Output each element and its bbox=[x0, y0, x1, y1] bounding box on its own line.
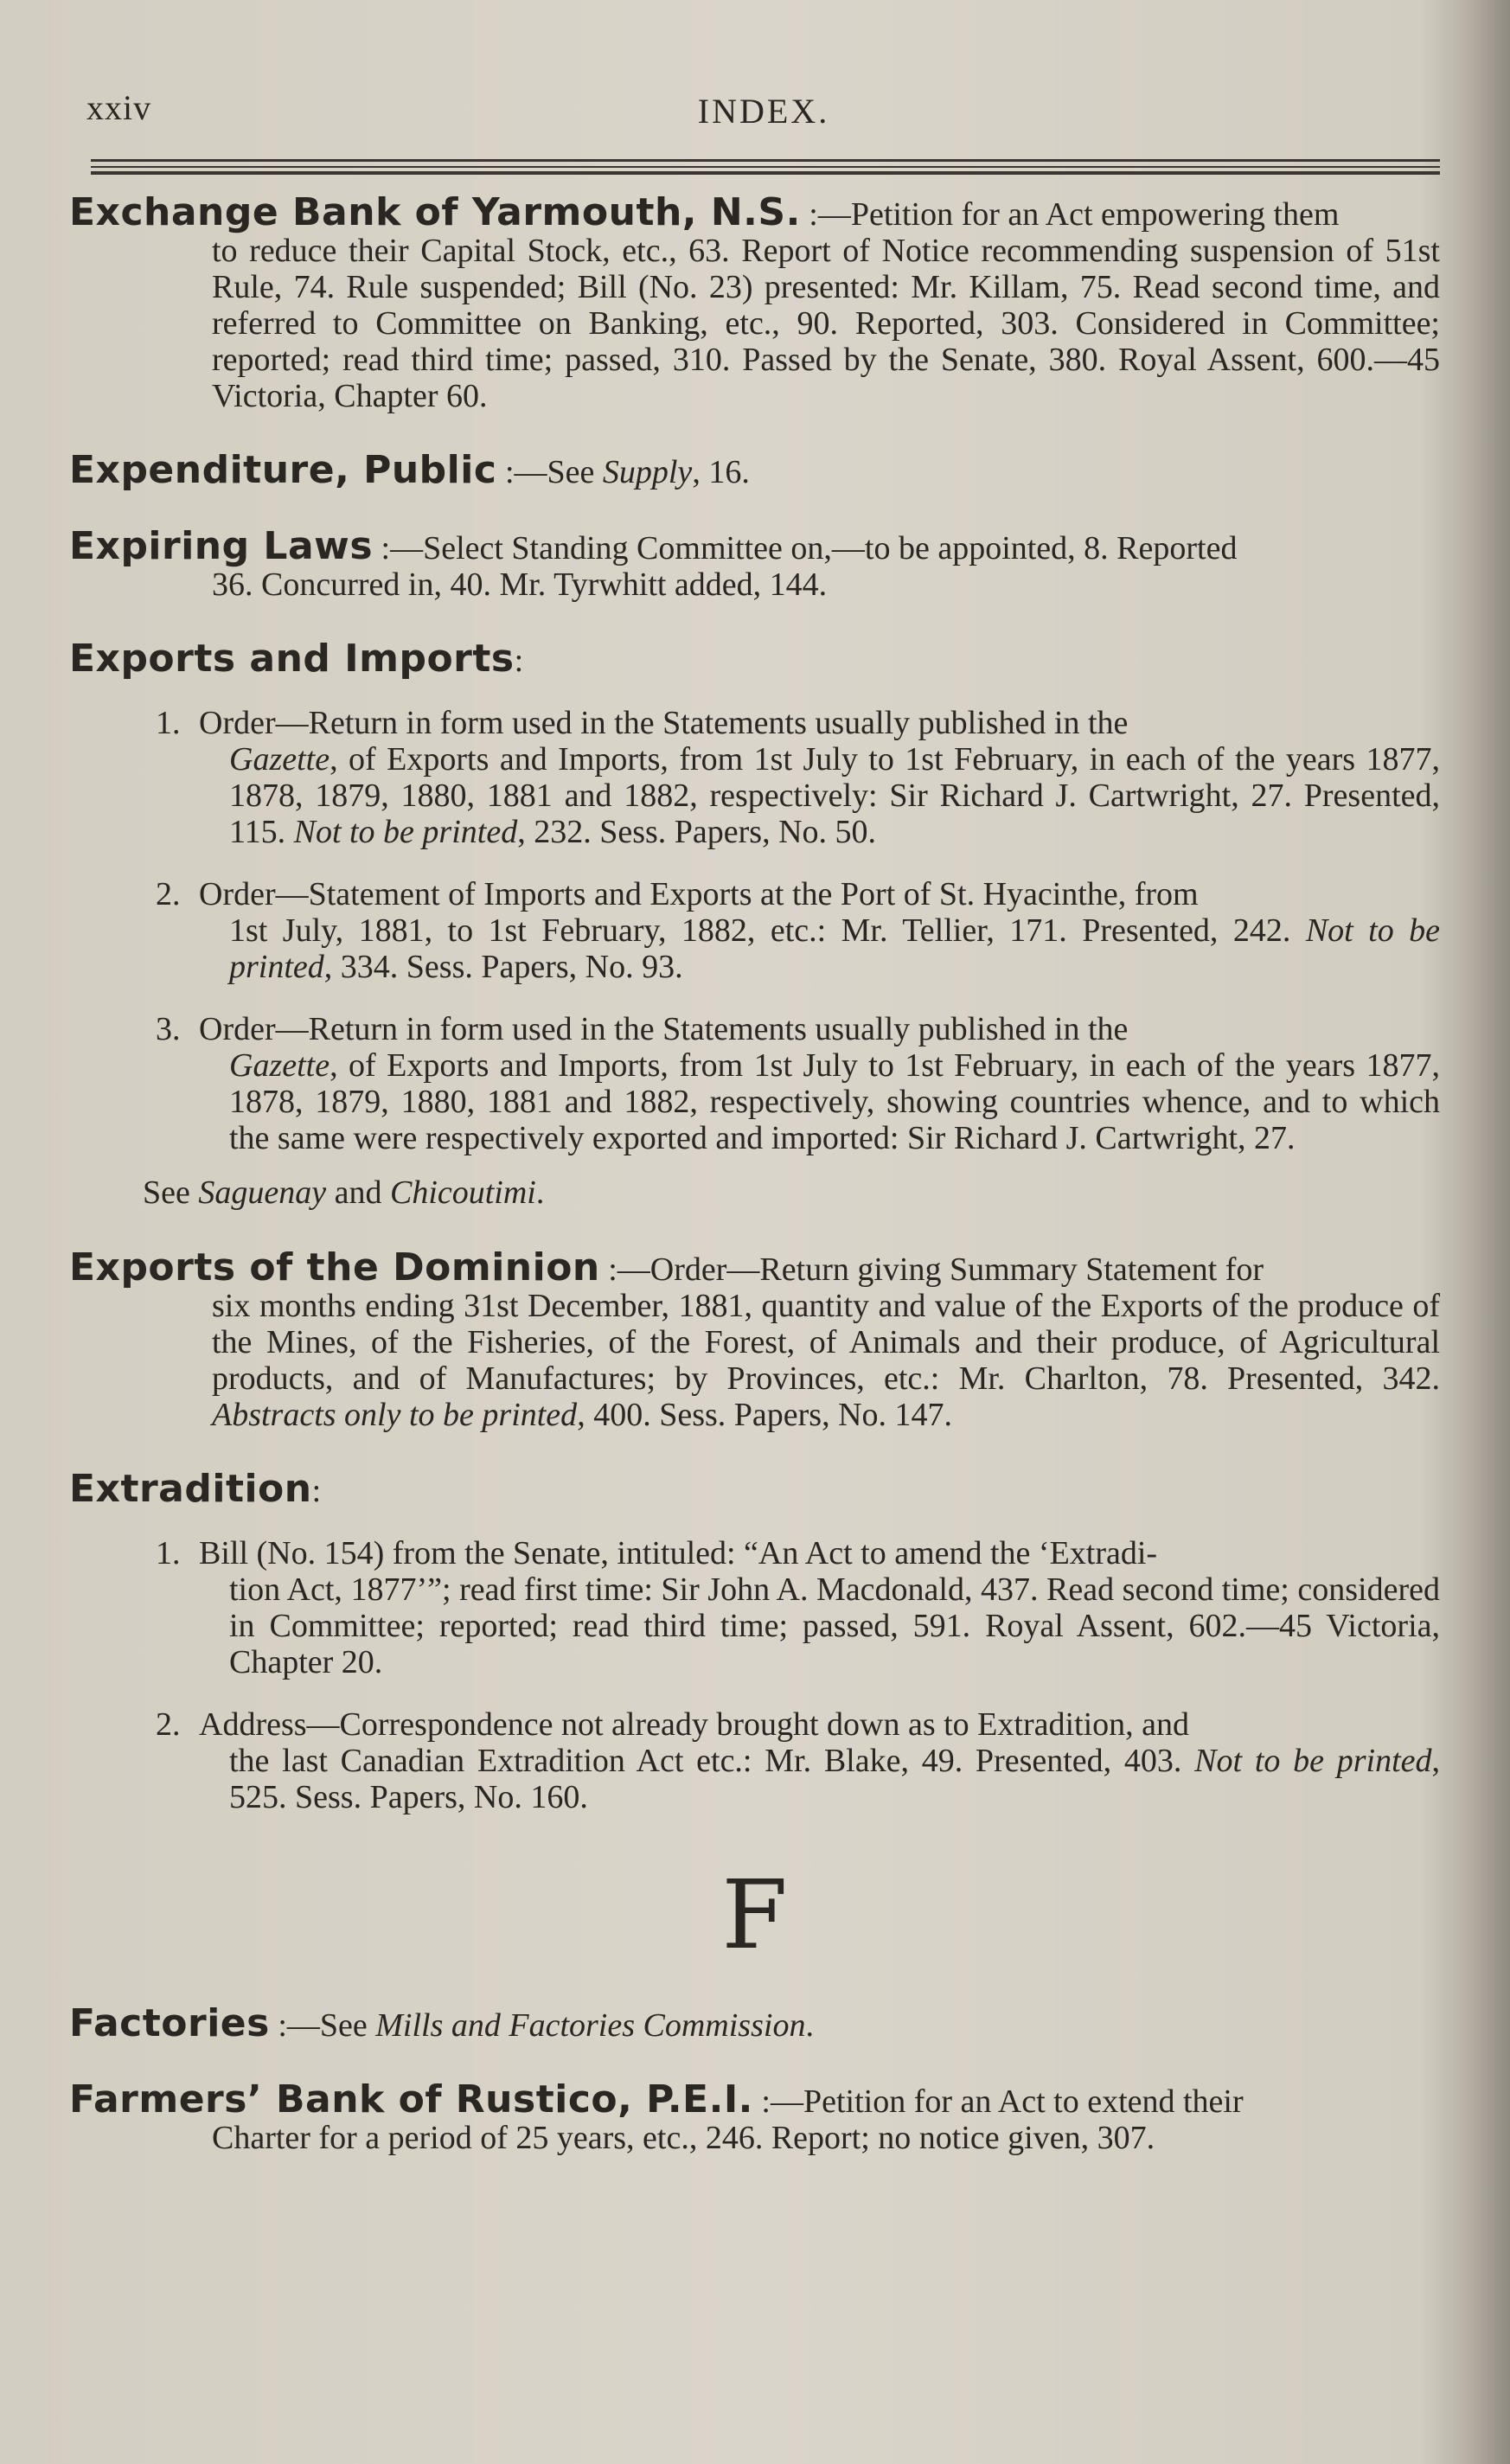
item-number: 2. bbox=[156, 1706, 181, 1743]
running-title: INDEX. bbox=[697, 92, 830, 131]
entry-heading: Factories bbox=[69, 2001, 270, 2045]
list-item bbox=[69, 1706, 1440, 1815]
entry-italic: Abstracts only to be printed bbox=[212, 1397, 578, 1433]
cross-reference: Mills and Factories Commission bbox=[375, 2007, 806, 2044]
entry-body: to reduce their Capital Stock, etc., 63. Report of Notice recommending suspension of 51st Rule, 74. Rule suspended; Bill (No. 23) presented: Mr. Killam, 75. Read second time, and referred to Committee on Banking, etc., 90. Reported, 303. Considered in Committee; reported; read third time; passed, 310. Passed by the Senate, 380. Royal Assent, 600.—45 Victoria, Chapter 60. bbox=[212, 233, 1440, 414]
section-letter: F bbox=[721, 1859, 788, 1970]
item-italic: Gazette bbox=[229, 741, 330, 778]
item-number: 2. bbox=[156, 876, 181, 912]
see-end: . bbox=[535, 1174, 545, 1211]
heading-suffix: : bbox=[311, 1473, 322, 1509]
entry-lead-text: :—Order—Return giving Summary Statement for bbox=[608, 1251, 1264, 1288]
cross-reference-page: , 16. bbox=[692, 454, 750, 490]
item-text: , of Exports and Imports, from 1st July to 1st February, in each of the years 1877, 1878, 1879, 1880, 1881 and 1882, respectively, showing countries whence, and to which the same were respectively exported and imported: Sir Richard J. Cartwright, 27. bbox=[229, 1047, 1440, 1156]
item-text: , of Exports and Imports, from 1st July to 1st February, in each of the years 1877, 1878, 1879, 1880, 1881 and 1882, respectively: Sir Richard J. Cartwright, 27. Presented, 115. bbox=[229, 741, 1440, 850]
entry-heading: Exports and Imports bbox=[69, 637, 515, 681]
entry-heading: Farmers’ Bank of Rustico, P.E.I. bbox=[69, 2077, 753, 2122]
entry-lead-text: :—See bbox=[504, 454, 595, 490]
item-first-line: Bill (No. 154) from the Senate, intituled: “An Act to amend the ‘Extradi- bbox=[199, 1535, 1158, 1571]
page-number: xxiv bbox=[86, 88, 152, 127]
index-entry-factories bbox=[69, 2001, 1440, 2045]
entry-heading: Exchange Bank of Yarmouth, N.S. bbox=[69, 190, 801, 234]
entry-heading: Expiring Laws bbox=[69, 524, 374, 568]
entry-lead-text: :—Petition for an Act to extend their bbox=[761, 2083, 1244, 2120]
header-rule bbox=[91, 166, 1440, 168]
list-item bbox=[69, 1535, 1440, 1680]
cross-reference: Chicoutimi bbox=[389, 1174, 536, 1211]
item-text-end: , 334. Sess. Papers, No. 93. bbox=[323, 949, 683, 985]
item-text: the last Canadian Extradition Act etc.: Mr. Blake, 49. Presented, 403. bbox=[229, 1743, 1182, 1779]
entry-lead-text: :—Select Standing Committee on,—to be appointed, 8. Reported bbox=[381, 530, 1238, 566]
index-entry-expiring-laws bbox=[69, 524, 1440, 603]
index-entry-exports-imports bbox=[69, 637, 1440, 681]
cross-reference: Saguenay bbox=[198, 1174, 327, 1211]
item-text-end: , 525. Sess. Papers, No. 160. bbox=[229, 1743, 1440, 1815]
entry-body-end: , 400. Sess. Papers, No. 147. bbox=[577, 1397, 953, 1433]
header-rule bbox=[91, 159, 1440, 162]
index-content bbox=[69, 190, 1441, 2194]
see-end: . bbox=[805, 2007, 814, 2044]
header-rule bbox=[91, 171, 1440, 175]
entry-heading: Expenditure, Public bbox=[69, 448, 497, 492]
entry-body: Charter for a period of 25 years, etc., 246. Report; no notice given, 307. bbox=[212, 2120, 1155, 2156]
list-item bbox=[69, 876, 1440, 985]
item-first-line: Order—Return in form used in the Statements usually published in the bbox=[199, 705, 1129, 741]
entry-heading: Extradition bbox=[69, 1467, 312, 1511]
entry-lead-text: :—Petition for an Act empowering them bbox=[809, 196, 1340, 233]
item-first-line: Address—Correspondence not already brought down as to Extradition, and bbox=[199, 1706, 1190, 1743]
cross-reference: Supply bbox=[602, 454, 693, 490]
entry-body: six months ending 31st December, 1881, quantity and value of the Exports of the produce of the Mines, of the Fisheries, of the Forest, of Animals and their produce, of Agricultural products, and of Manufactures; by Provinces, etc.: Mr. Charlton, 78. Presented, 342. bbox=[212, 1288, 1440, 1397]
item-number: 3. bbox=[156, 1011, 181, 1047]
index-entry-farmers-bank bbox=[69, 2077, 1440, 2156]
see-and: and bbox=[326, 1174, 390, 1211]
item-number: 1. bbox=[156, 1535, 181, 1571]
list-item bbox=[69, 705, 1440, 850]
item-first-line: Order—Return in form used in the Statements usually published in the bbox=[199, 1011, 1129, 1047]
item-first-line: Order—Statement of Imports and Exports at the Port of St. Hyacinthe, from bbox=[199, 876, 1199, 912]
item-italic: Gazette bbox=[229, 1047, 330, 1084]
index-entry-expenditure bbox=[69, 448, 1440, 492]
see-prefix: See bbox=[143, 1174, 190, 1211]
item-italic: Not to be printed bbox=[293, 814, 518, 850]
running-head bbox=[86, 82, 1441, 134]
index-entry-extradition bbox=[69, 1467, 1440, 1511]
entry-heading: Exports of the Dominion bbox=[69, 1245, 600, 1290]
index-entry-exports-dominion bbox=[69, 1245, 1440, 1433]
item-text-end: , 232. Sess. Papers, No. 50. bbox=[517, 814, 877, 850]
entry-lead-text: :—See bbox=[278, 2007, 368, 2044]
item-italic: Not to be printed bbox=[1194, 1743, 1432, 1779]
see-also bbox=[143, 1174, 1440, 1212]
item-italic: Not to be printed bbox=[229, 912, 1441, 985]
heading-suffix: : bbox=[514, 643, 524, 679]
list-item bbox=[69, 1011, 1440, 1156]
item-number: 1. bbox=[156, 705, 181, 741]
entry-body: 36. Concurred in, 40. Mr. Tyrwhitt added, 144. bbox=[212, 566, 828, 603]
item-text: tion Act, 1877’”; read first time: Sir John A. Macdonald, 437. Read second time; considered in Committee; reported; read third time; passed, 591. Royal Assent, 602.—45 Victoria, Chapter 20. bbox=[229, 1571, 1440, 1680]
index-entry-exchange-bank bbox=[69, 190, 1440, 414]
item-text: 1st July, 1881, to 1st February, 1882, etc.: Mr. Tellier, 171. Presented, 242. bbox=[229, 912, 1291, 949]
